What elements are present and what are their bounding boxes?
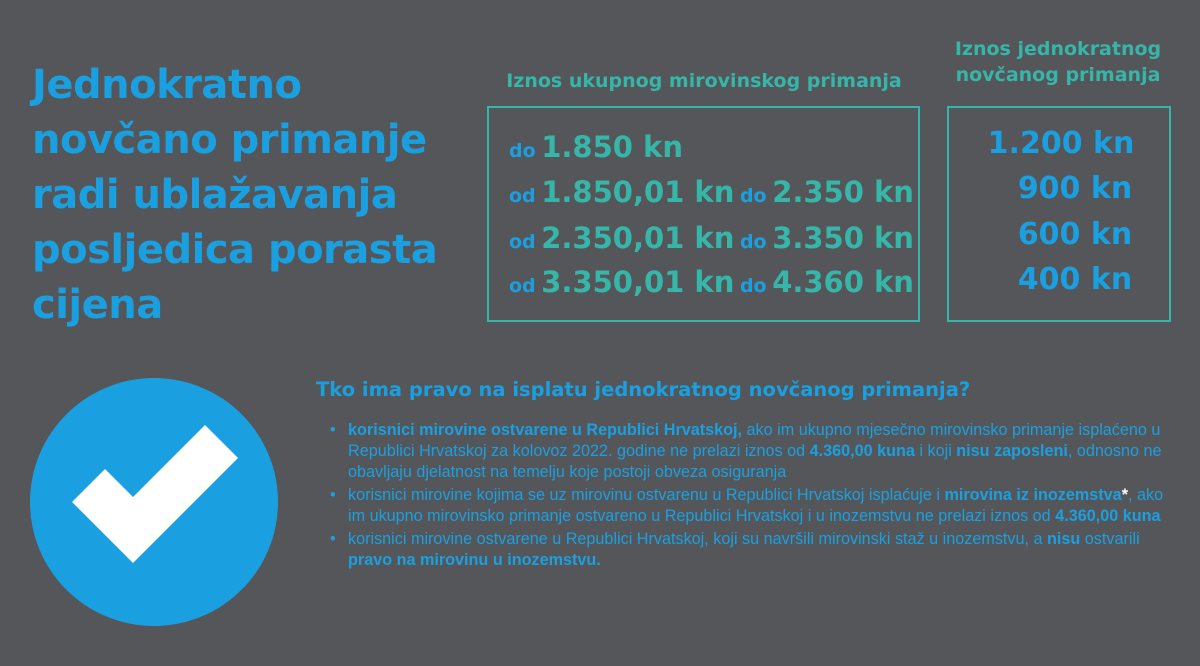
- range-to: 2.350 kn: [772, 175, 914, 209]
- payment-amounts-box: [947, 106, 1171, 322]
- payment-amount: 600 kn: [1017, 217, 1133, 252]
- item-text: ako im ukupno mjesečno mirovinsko primanje isplaćeno u Republici Hrvatskoj za kolovoz 2022. godine ne prelazi iznos od: [348, 421, 1161, 460]
- item-text: , ako im ukupno mirovinsko primanje ostvareno u Republici Hrvatskoj i u inozemstvu ne prelazi iznos od: [348, 486, 1164, 525]
- bullet-icon: •: [330, 421, 336, 439]
- range-from: 3.350,01 kn: [541, 265, 735, 299]
- item-text: korisnici mirovine kojima se uz mirovinu ostvarenu u Republici Hrvatskoj isplaćuje i: [348, 486, 945, 504]
- list-item: [322, 529, 1182, 571]
- list-item: [322, 485, 1182, 527]
- page-title: Jednokratno novčano primanje radi ublažavanja posljedica porasta cijena: [32, 62, 438, 328]
- range-to-word: do: [739, 231, 767, 253]
- range-row: [509, 265, 914, 299]
- item-bold: mirovina iz inozemstva: [944, 486, 1122, 504]
- range-from-word: od: [509, 185, 536, 207]
- checkmark-badge: [30, 378, 278, 626]
- range-to: 3.350 kn: [772, 221, 914, 255]
- item-bold: korisnici mirovine ostvarene u Republici Hrvatskoj,: [348, 421, 743, 439]
- range-to-word: do: [739, 185, 767, 207]
- range-to-word: do: [509, 140, 536, 162]
- range-from: 2.350,01 kn: [541, 221, 735, 255]
- range-to: 1.850 kn: [541, 130, 683, 164]
- pension-ranges-box: [487, 106, 920, 322]
- range-to-word: do: [739, 275, 767, 297]
- payment-header-line1: Iznos jednokratnog: [954, 38, 1162, 60]
- payment-header-line2: novčanog primanja: [955, 64, 1161, 86]
- list-item: [322, 420, 1182, 483]
- bullet-icon: •: [330, 486, 336, 504]
- bullet-icon: •: [330, 530, 336, 548]
- range-from-word: od: [509, 275, 536, 297]
- eligibility-question: Tko ima pravo na isplatu jednokratnog novčanog primanja?: [316, 378, 971, 401]
- item-bold: pravo na mirovinu u inozemstvu.: [348, 551, 601, 569]
- checkmark-icon: [30, 378, 278, 626]
- range-to: 4.360 kn: [772, 265, 914, 299]
- item-text: , odnosno ne obavljaju djelatnost na temelju koje postoji obveza osiguranja: [348, 442, 1162, 481]
- item-bold: 4.360,00 kuna: [1055, 507, 1161, 525]
- range-row: [509, 130, 683, 164]
- range-from: 1.850,01 kn: [541, 175, 735, 209]
- range-row: [509, 221, 914, 255]
- range-row: [509, 175, 914, 209]
- item-bold: nisu zaposleni: [956, 442, 1068, 460]
- payment-amount: 400 kn: [1017, 262, 1133, 297]
- payment-amount: 1.200 kn: [987, 126, 1135, 161]
- pension-amount-header: Iznos ukupnog mirovinskog primanja: [506, 70, 902, 92]
- eligibility-list: [322, 420, 1182, 573]
- item-text: ostvarili: [1080, 530, 1140, 548]
- footnote-star: *: [1121, 486, 1128, 504]
- payment-amount: 900 kn: [1017, 171, 1133, 206]
- range-from-word: od: [509, 231, 536, 253]
- item-text: korisnici mirovine ostvarene u Republici Hrvatskoj, koji su navršili mirovinski staž u inozemstvu, a: [348, 530, 1048, 548]
- item-bold: nisu: [1047, 530, 1081, 548]
- payment-amount-header: [944, 36, 1172, 88]
- item-bold: 4.360,00 kuna: [809, 442, 915, 460]
- item-text: i koji: [914, 442, 957, 460]
